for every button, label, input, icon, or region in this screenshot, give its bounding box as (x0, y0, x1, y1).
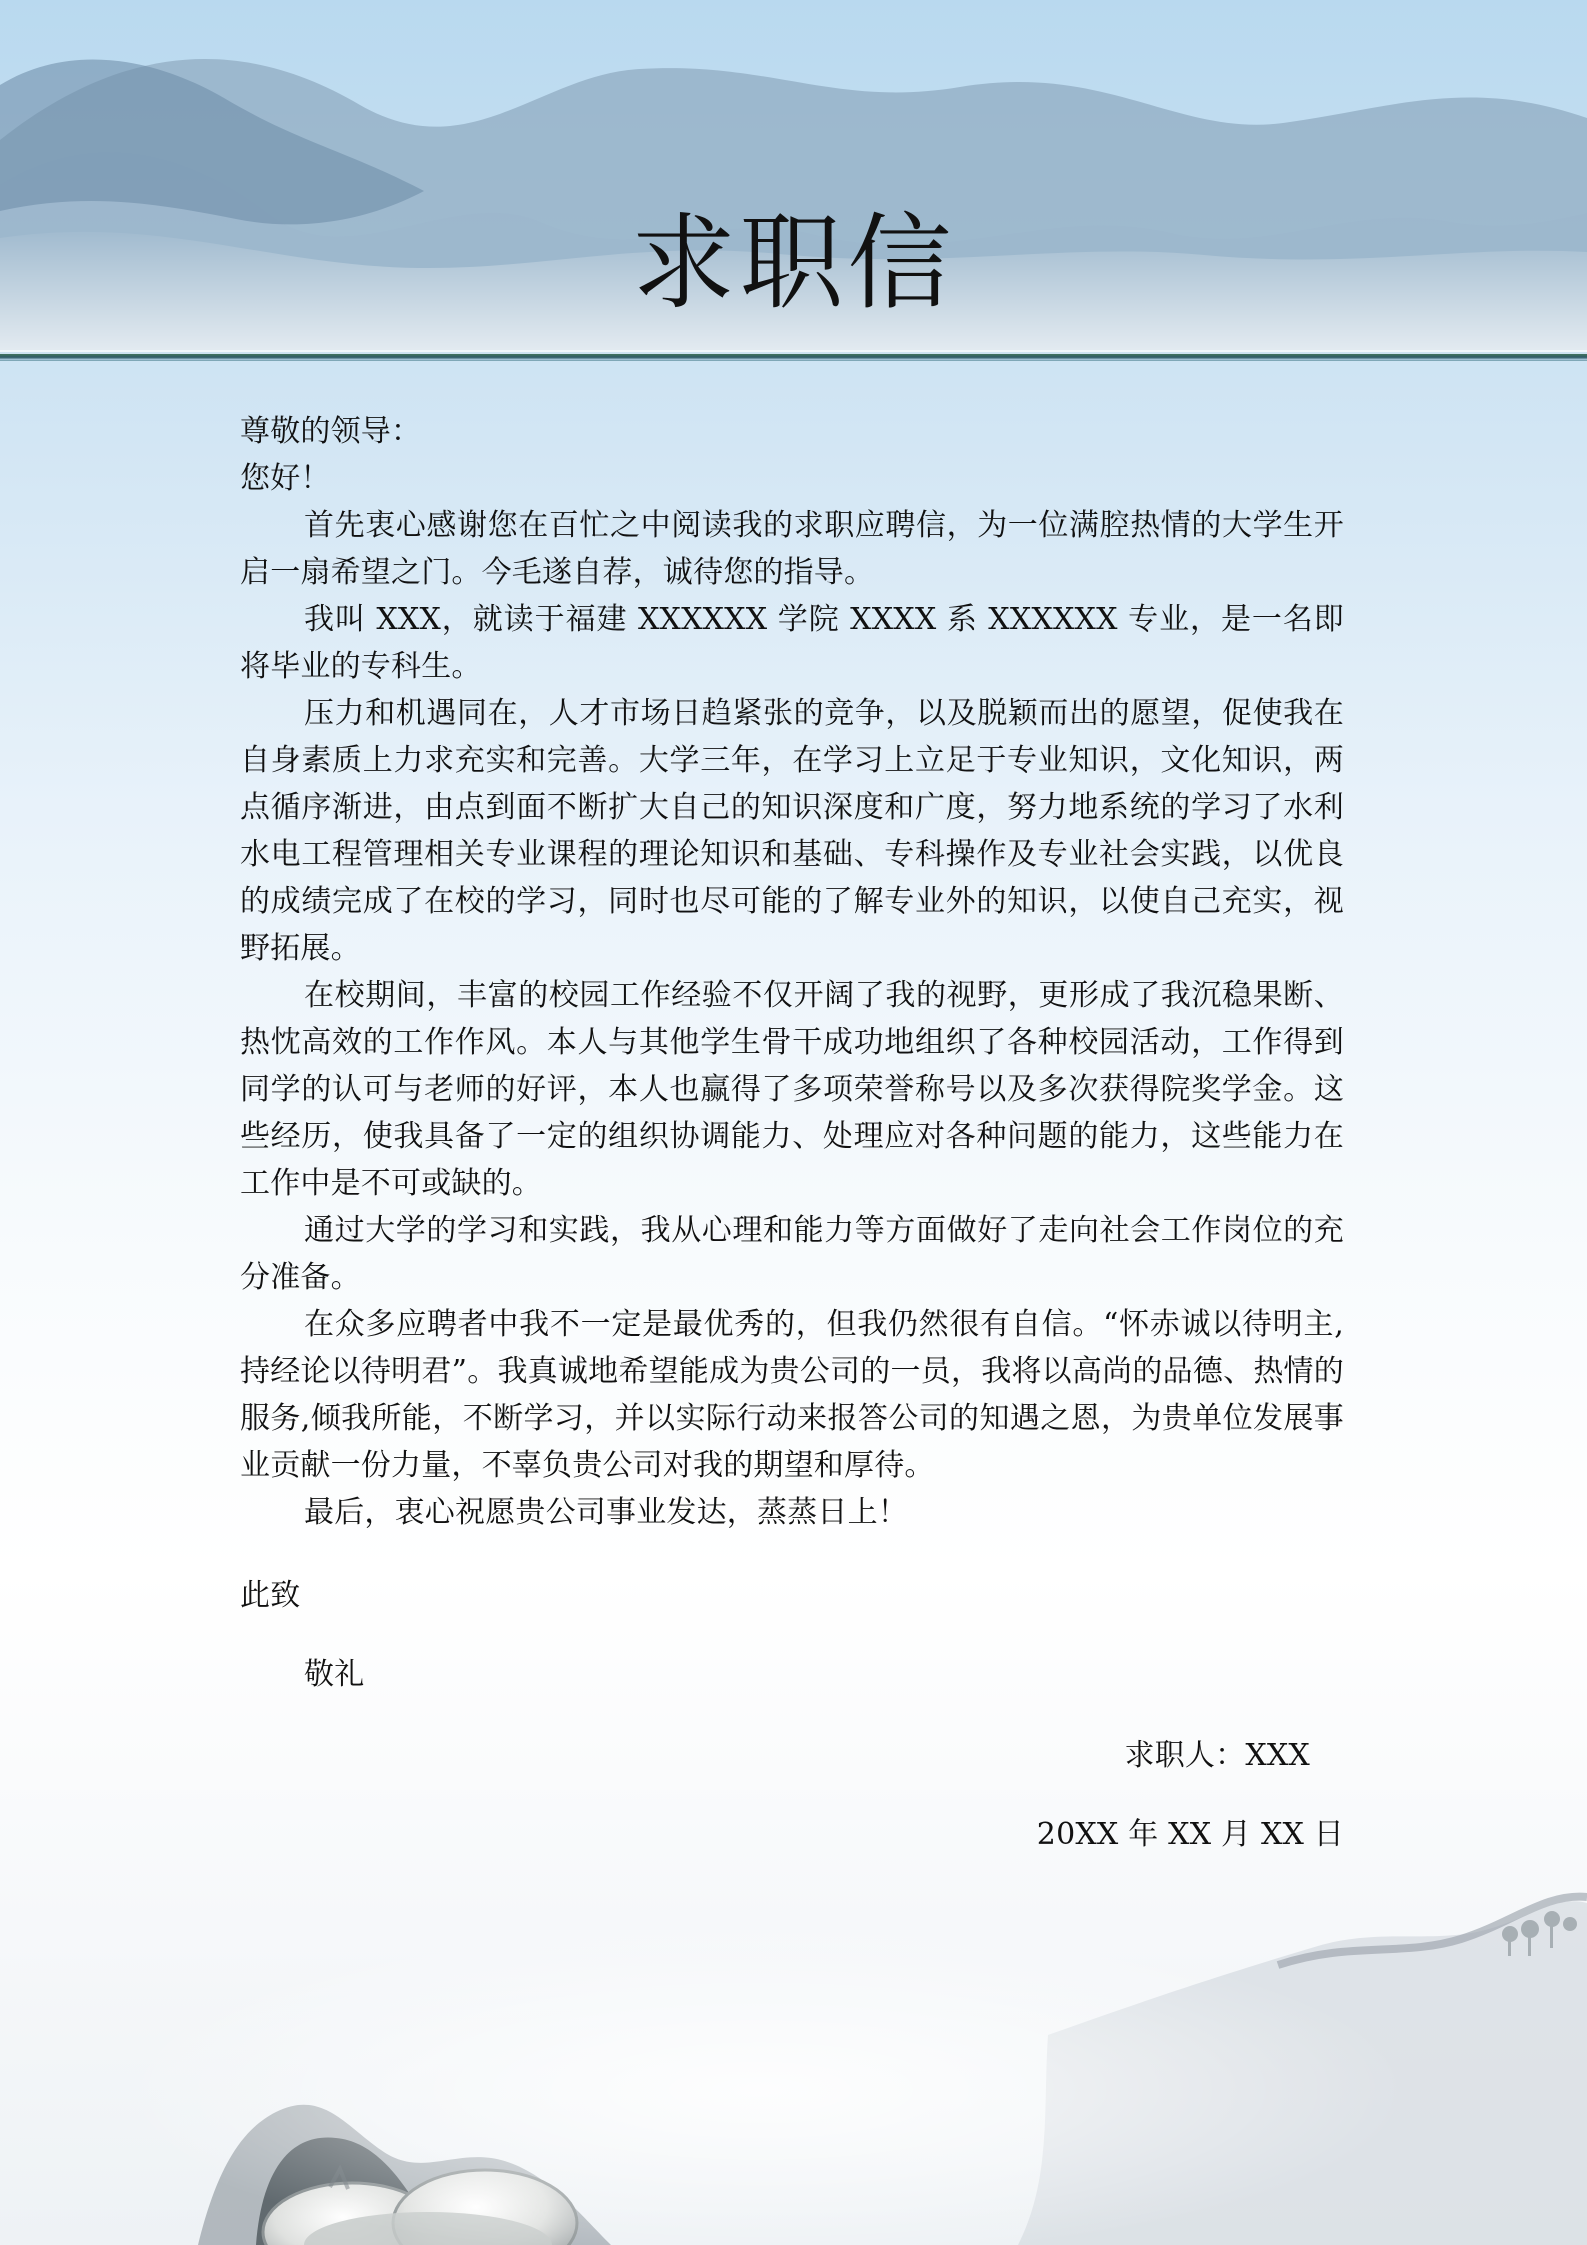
letter-paragraph: 压力和机遇同在，人才市场日趋紧张的竞争，以及脱颖而出的愿望，促使我在自身素质上力求充实和完善。大学三年，在学习上立足于专业知识，文化知识，两点循序渐进，由点到面不断扩大自己的知识深度和广度，努力地系统的学习了水利水电工程管理相关专业课程的理论知识和基础、专科操作及专业社会实践，以优良的成绩完成了在校的学习，同时也尽可能的了解专业外的知识，以使自己充实，视野拓展。 (240, 696, 1344, 966)
greeting: 您好！ (240, 461, 331, 496)
salutation: 尊敬的领导： (240, 414, 422, 449)
signature: 求职人：XXX (1124, 1738, 1310, 1773)
letter-paragraph: 在校期间，丰富的校园工作经验不仅开阔了我的视野，更形成了我沉稳果断、热忱高效的工作作风。本人与其他学生骨干成功地组织了各种校园活动，工作得到同学的认可与老师的好评，本人也赢得了多项荣誉称号以及多次获得院奖学金。这些经历，使我具备了一定的组织协调能力、处理应对各种问题的能力，这些能力在工作中是不可或缺的。 (240, 978, 1344, 1201)
letter-date: 20XX 年 XX 月 XX 日 (1036, 1817, 1344, 1852)
regards-line: 敬礼 (304, 1657, 365, 1692)
letter-paragraph: 首先衷心感谢您在百忙之中阅读我的求职应聘信，为一位满腔热情的大学生开启一扇希望之门。今毛遂自荐，诚待您的指导。 (240, 508, 1344, 590)
letter-paragraph: 我叫 XXX，就读于福建 XXXXXX 学院 XXXX 系 XXXXXX 专业，是一名即将毕业的专科生。 (240, 602, 1344, 684)
page-title: 求职信 (631, 202, 956, 324)
header-divider (0, 354, 1587, 360)
letter-body (240, 408, 1344, 1858)
closing-line: 此致 (240, 1578, 301, 1613)
letter-paragraph: 在众多应聘者中我不一定是最优秀的，但我仍然很有自信。“怀赤诚以待明主,持经论以待明君”。我真诚地希望能成为贵公司的一员，我将以高尚的品德、热情的服务,倾我所能，不断学习，并以实际行动来报答公司的知遇之恩，为贵单位发展事业贡献一份力量，不辜负贵公司对我的期望和厚待。 (240, 1307, 1344, 1483)
letter-paragraph: 通过大学的学习和实践，我从心理和能力等方面做好了走向社会工作岗位的充分准备。 (240, 1213, 1344, 1295)
lower-mist (110, 1920, 1410, 2245)
letter-paragraph: 最后，衷心祝愿贵公司事业发达，蒸蒸日上！ (304, 1495, 908, 1530)
